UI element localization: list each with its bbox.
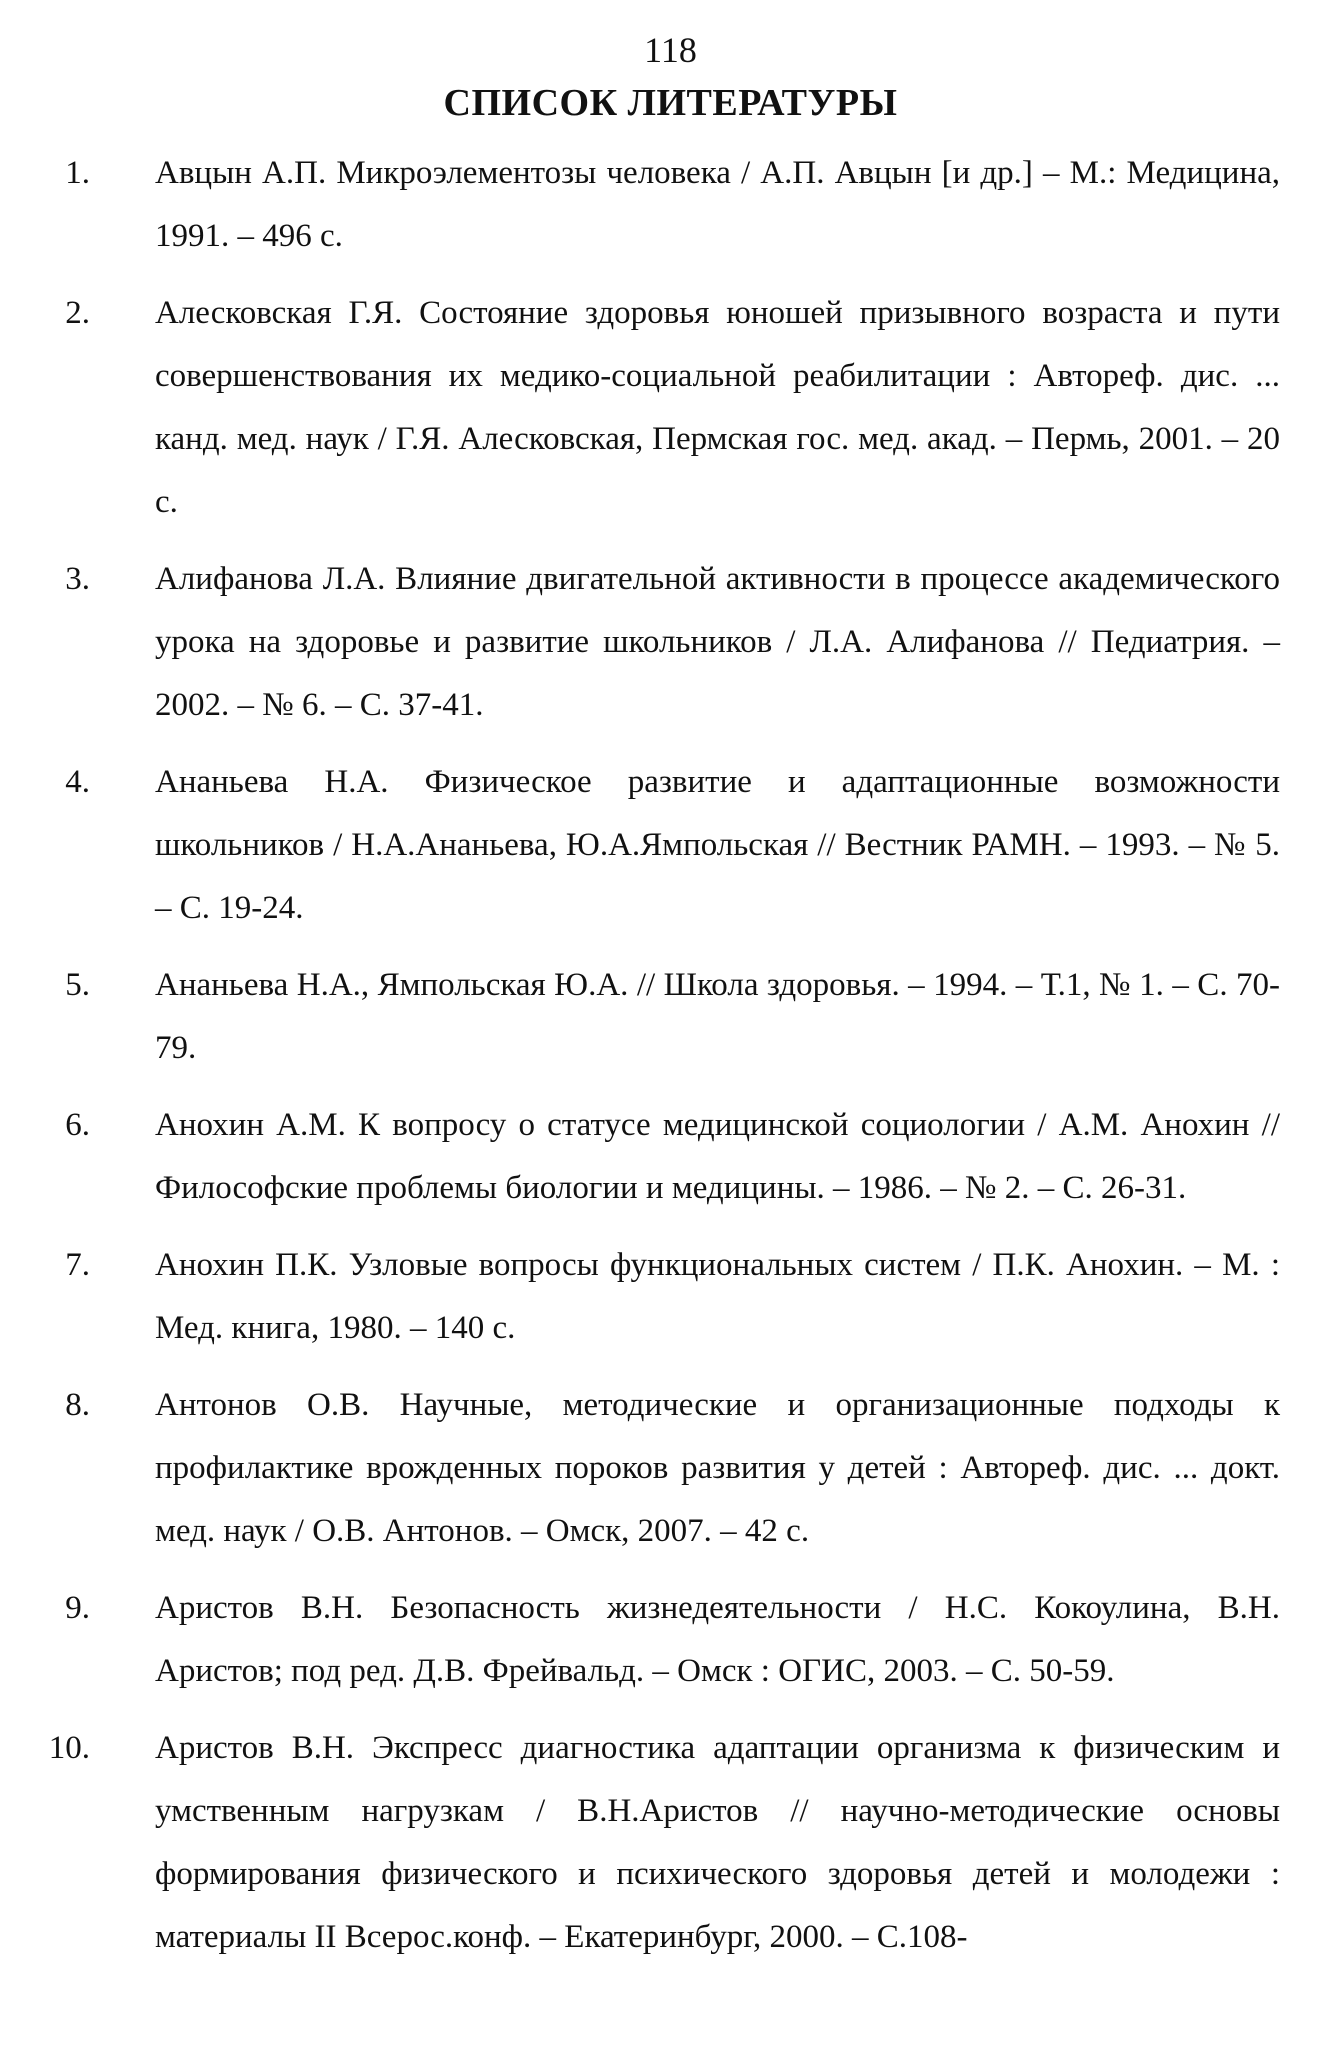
reference-item	[0, 282, 1341, 534]
reference-text: Алифанова Л.А. Влияние двигательной активности в процессе академического урока на здоровье и развитие школьников / Л.А. Алифанова // Педиатрия. – 2002. – № 6. – С. 37-41.	[155, 561, 1280, 723]
reference-text: Анохин А.М. К вопросу о статусе медицинской социологии / А.М. Анохин // Философские проблемы биологии и медицины. – 1986. – № 2. – С. 26-31.	[155, 1107, 1280, 1206]
reference-item	[0, 1094, 1341, 1220]
reference-number: 6.	[65, 1107, 90, 1143]
reference-text: Аристов В.Н. Безопасность жизнедеятельности / Н.С. Кокоулина, В.Н. Аристов; под ред. Д.В. Фрейвальд. – Омск : ОГИС, 2003. – С. 50-59.	[155, 1590, 1280, 1689]
page-title: СПИСОК ЛИТЕРАТУРЫ	[443, 82, 898, 124]
reference-item	[0, 1234, 1341, 1360]
reference-item	[0, 1577, 1341, 1703]
reference-number: 8.	[65, 1387, 90, 1423]
reference-number: 7.	[65, 1247, 90, 1283]
reference-text: Алесковская Г.Я. Состояние здоровья юношей призывного возраста и пути совершенствования их медико-социальной реабилитации : Автореф. дис. ... канд. мед. наук / Г.Я. Алесковская, Пермская гос. мед. акад. – Пермь, 2001. – 20 с.	[155, 295, 1280, 520]
reference-number: 4.	[65, 764, 90, 800]
reference-number: 10.	[48, 1730, 90, 1766]
reference-number: 1.	[65, 155, 90, 191]
reference-item	[0, 548, 1341, 737]
reference-number: 2.	[65, 295, 90, 331]
reference-number: 9.	[65, 1590, 90, 1626]
reference-text: Аристов В.Н. Экспресс диагностика адаптации организма к физическим и умственным нагрузкам / В.Н.Аристов // научно-методические основы формирования физического и психического здоровья детей и молодежи : материалы II Всерос.конф. – Екатеринбург, 2000. – С.108-	[155, 1730, 1280, 1955]
reference-number: 3.	[65, 561, 90, 597]
reference-text: Авцын А.П. Микроэлементозы человека / А.П. Авцын [и др.] – М.: Медицина, 1991. – 496 с.	[155, 155, 1280, 254]
reference-text: Ананьева Н.А., Ямпольская Ю.А. // Школа здоровья. – 1994. – Т.1, № 1. – С. 70-79.	[155, 967, 1280, 1066]
reference-text: Антонов О.В. Научные, методические и организационные подходы к профилактике врожденных пороков развития у детей : Автореф. дис. ... докт. мед. наук / О.В. Антонов. – Омск, 2007. – 42 с.	[155, 1387, 1280, 1549]
reference-item	[0, 954, 1341, 1080]
page-number: 118	[644, 30, 697, 70]
reference-item	[0, 1717, 1341, 1969]
reference-item	[0, 751, 1341, 940]
reference-text: Ананьева Н.А. Физическое развитие и адаптационные возможности школьников / Н.А.Ананьева, Ю.А.Ямпольская // Вестник РАМН. – 1993. – № 5. – С. 19-24.	[155, 764, 1280, 926]
reference-item	[0, 142, 1341, 268]
reference-item	[0, 1374, 1341, 1563]
reference-text: Анохин П.К. Узловые вопросы функциональных систем / П.К. Анохин. – М. : Мед. книга, 1980. – 140 с.	[155, 1247, 1280, 1346]
reference-list	[0, 142, 1341, 1983]
reference-number: 5.	[65, 967, 90, 1003]
